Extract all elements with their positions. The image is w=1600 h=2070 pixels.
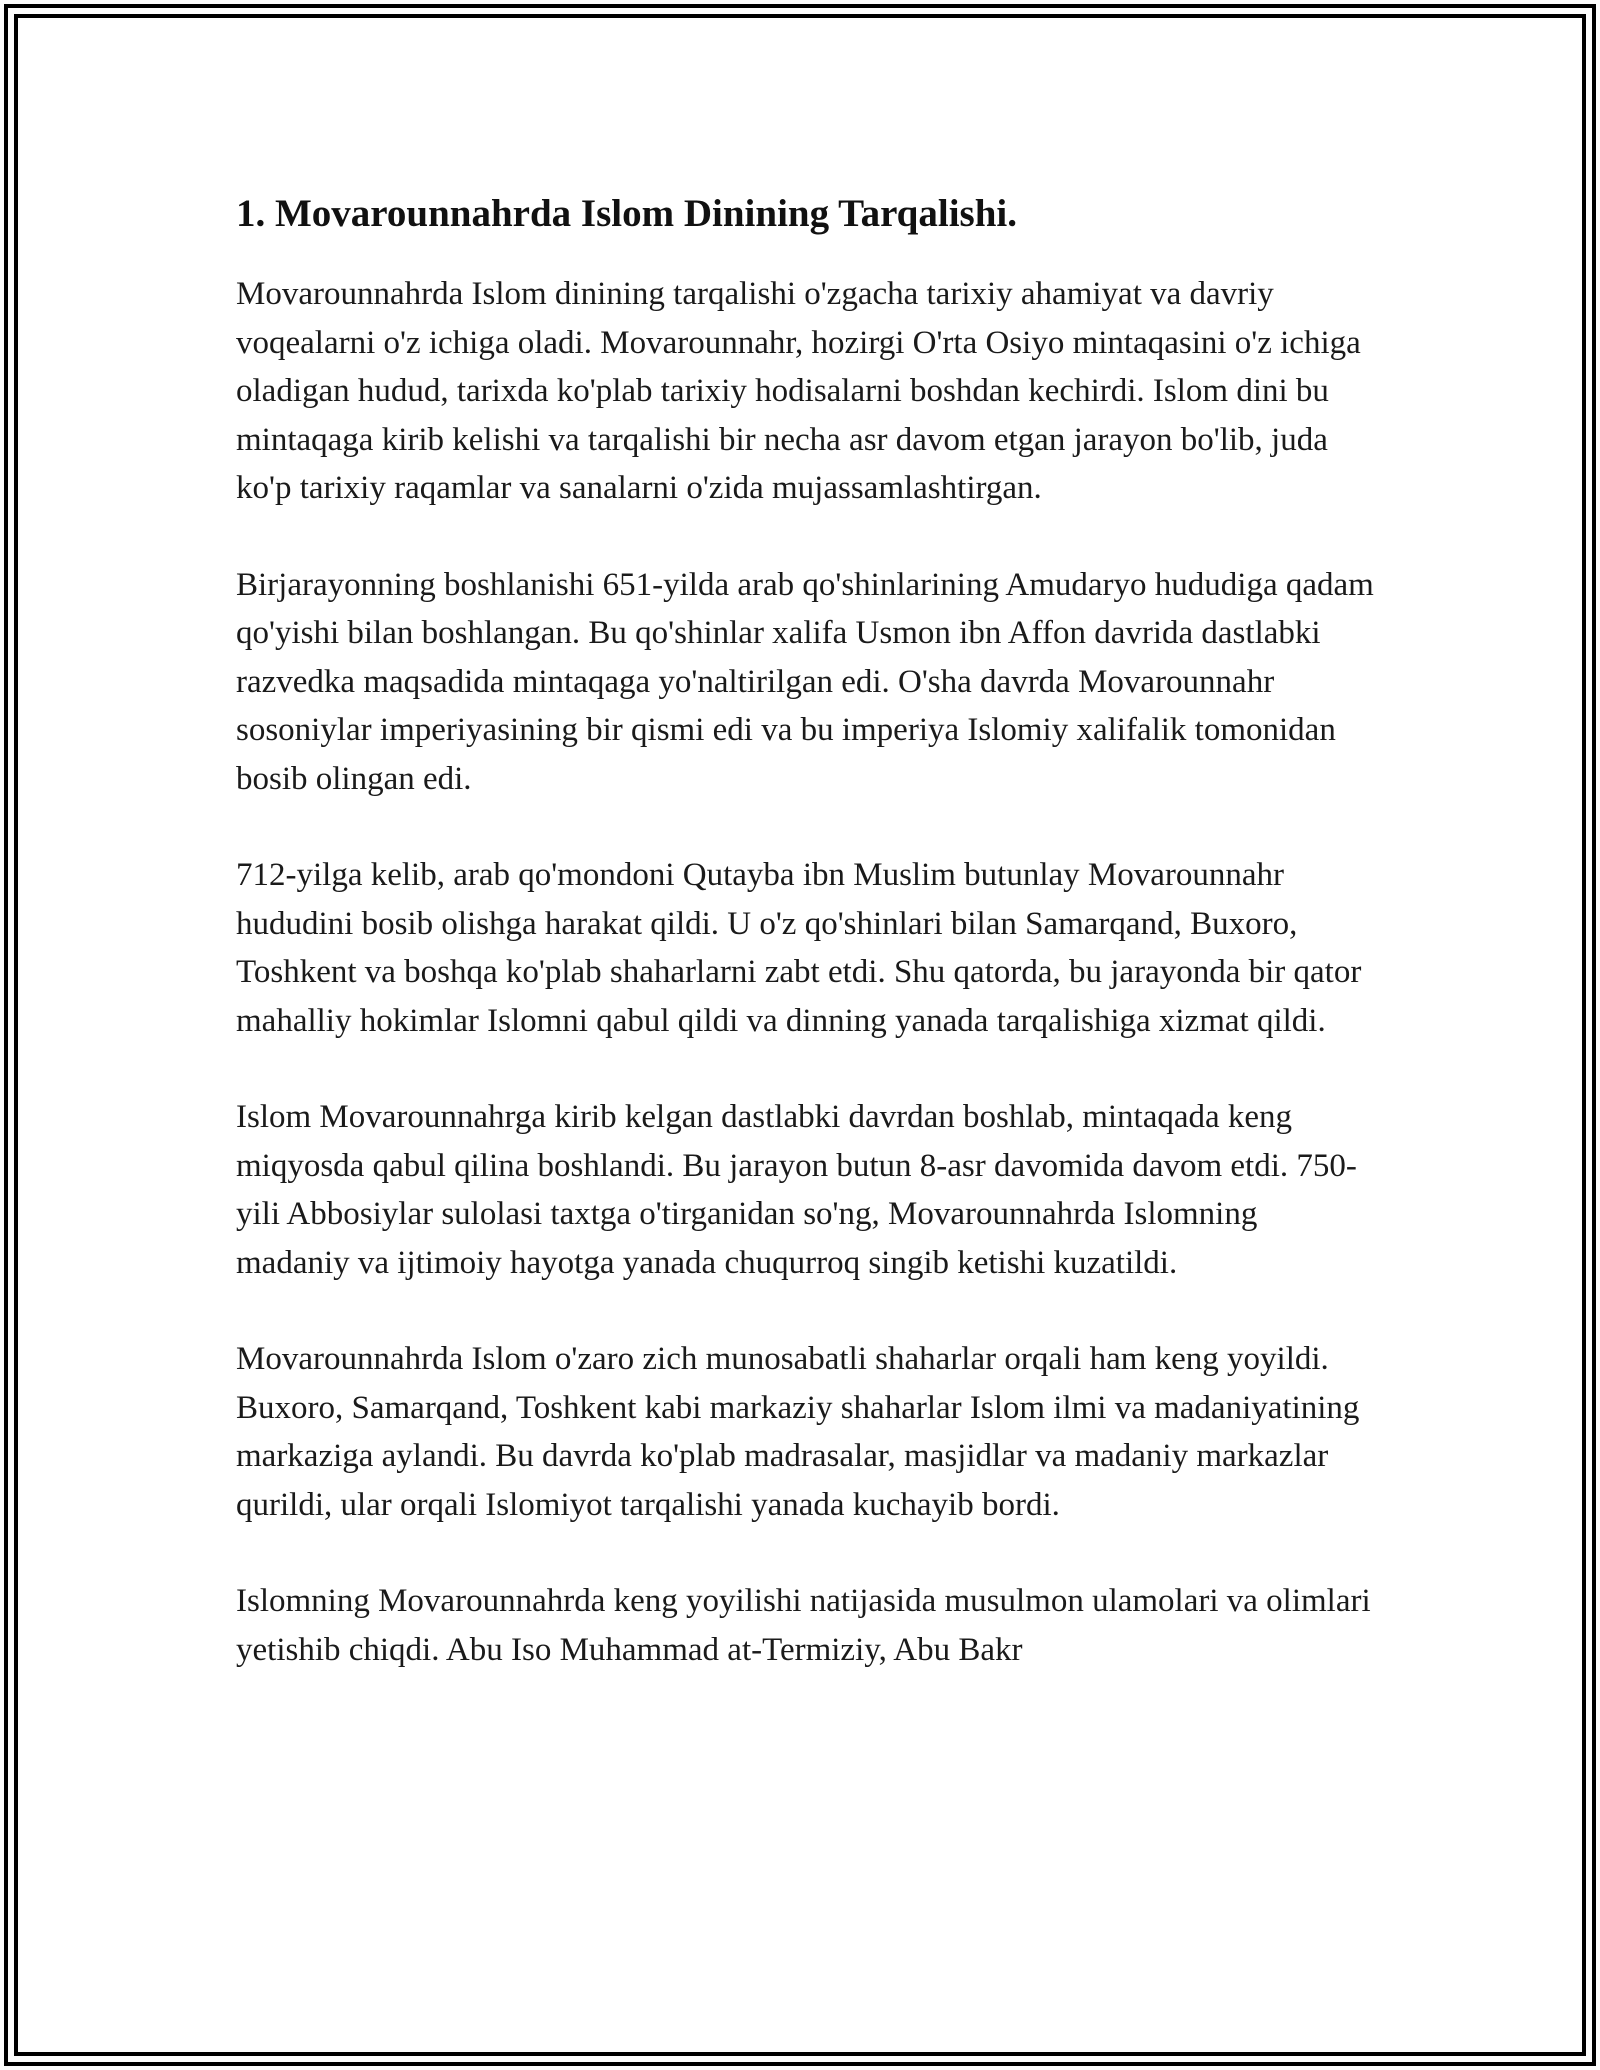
section-heading: 1. Movarounnahrda Islom Dinining Tarqalishi. xyxy=(236,192,1017,235)
paragraph-651-arab-campaign: Birjarayonning boshlanishi 651-yilda arab qo'shinlarining Amudaryo hududiga qadam qo'yishi bilan boshlangan. Bu qo'shinlar xalifa Usmon ibn Affon davrida dastlabki razvedka maqsadida mintaqaga yo'naltirilgan edi. O'sha davrda Movarounnahr sosoniylar imperiyasining bir qismi edi va bu imperiya Islomiy xalifalik tomonidan bosib olingan edi. xyxy=(236,566,1374,797)
paragraph-cultural-centers: Movarounnahrda Islom o'zaro zich munosabatli shaharlar orqali ham keng yoyildi. Buxoro, Samarqand, Toshkent kabi markaziy shaharlar Islom ilmi va madaniyatining markaziga aylandi. Bu davrda ko'plab madrasalar, masjidlar va madaniy markazlar qurildi, ular orqali Islomiyot tarqalishi yanada kuchayib bordi. xyxy=(236,1341,1360,1523)
paragraph-scholars: Islomning Movarounnahrda keng yoyilishi natijasida musulmon ulamolari va olimlari yetishib chiqdi. Abu Iso Muhammad at-Termiziy, Abu Bakr xyxy=(236,1583,1371,1668)
paragraph-712-qutayba: 712-yilga kelib, arab qo'mondoni Qutayba ibn Muslim butunlay Movarounnahr hududini bosib olishga harakat qildi. U o'z qo'shinlari bilan Samarqand, Buxoro, Toshkent va boshqa ko'plab shaharlarni zabt etdi. Shu qatorda, bu jarayonda bir qator mahalliy hokimlar Islomni qabul qildi va dinning yanada tarqalishiga xizmat qildi. xyxy=(236,857,1362,1039)
paragraph-abbasid-era: Islom Movarounnahrga kirib kelgan dastlabki davrdan boshlab, mintaqada keng miqyosda qabul qilina boshlandi. Bu jarayon butun 8-asr davomida davom etdi. 750-yili Abbosiylar sulolasi taxtga o'tirganidan so'ng, Movarounnahrda Islomning madaniy va ijtimoiy hayotga yanada chuqurroq singib ketishi kuzatildi. xyxy=(236,1099,1357,1281)
document-body xyxy=(236,186,1376,1722)
paragraph-intro: Movarounnahrda Islom dinining tarqalishi o'zgacha tarixiy ahamiyat va davriy voqealarni o'z ichiga oladi. Movarounnahr, hozirgi O'rta Osiyo mintaqasini o'z ichiga oladigan hudud, tarixda ko'plab tarixiy hodisalarni boshdan kechirdi. Islom dini bu mintaqaga kirib kelishi va tarqalishi bir necha asr davom etgan jarayon bo'lib, juda ko'p tarixiy raqamlar va sanalarni o'zida mujassamlashtirgan. xyxy=(236,276,1361,506)
